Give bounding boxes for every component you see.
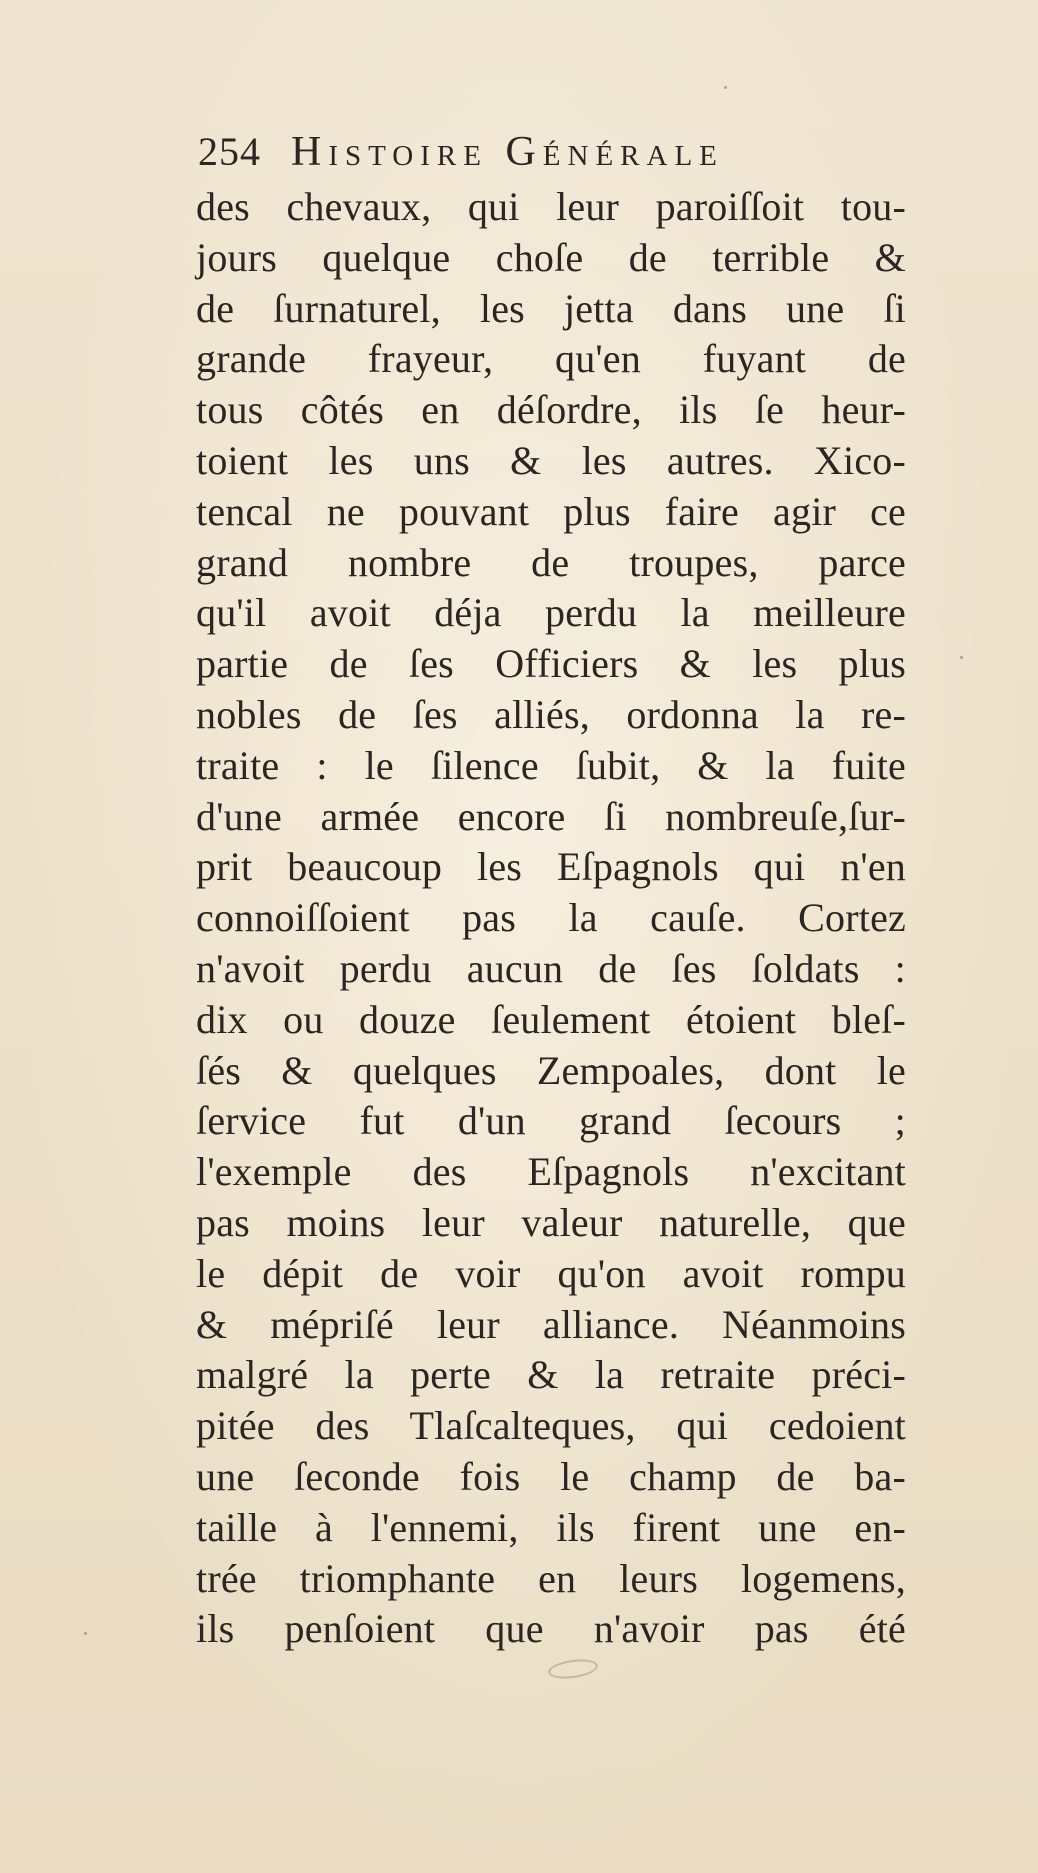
text-line: nobles de ſes alliés, ordonna la re-	[196, 691, 906, 737]
text-line: pitée des Tlaſcalteques, qui cedoient	[196, 1403, 906, 1449]
text-line: partie de ſes Officiers & les plus	[196, 641, 906, 687]
text-line: & mépriſé leur alliance. Néanmoins	[196, 1301, 906, 1347]
text-line: traite : le ſilence ſubit, & la fuite	[196, 742, 906, 788]
text-line: des chevaux, qui leur paroiſſoit tou-	[196, 184, 906, 229]
text-line: taille à l'ennemi, ils firent une en-	[196, 1504, 906, 1550]
text-line: l'exemple des Eſpagnols n'excitant	[196, 1149, 906, 1195]
text-line: tencal ne pouvant plus faire agir ce	[196, 488, 906, 534]
text-line: n'avoit perdu aucun de ſes ſoldats :	[196, 945, 906, 991]
text-line: jours quelque choſe de terrible &	[196, 234, 906, 280]
page-number: 254	[198, 129, 261, 174]
paper-speck	[960, 656, 963, 659]
text-line: d'une armée encore ſi nombreuſe,ſur-	[196, 793, 906, 839]
text-line: toient les uns & les autres. Xico-	[196, 437, 906, 483]
text-line: grand nombre de troupes, parce	[196, 539, 906, 585]
paper-speck	[84, 1632, 87, 1635]
running-head: Histoire Générale	[291, 129, 724, 175]
text-line: ſervice fut d'un grand ſecours ;	[196, 1098, 906, 1144]
text-line: le dépit de voir qu'on avoit rompu	[196, 1250, 906, 1296]
text-line: qu'il avoit déja perdu la meilleure	[196, 590, 906, 636]
body-text	[196, 182, 906, 1655]
text-line: tous côtés en déſordre, ils ſe heur-	[196, 387, 906, 433]
text-line: prit beaucoup les Eſpagnols qui n'en	[196, 844, 906, 890]
text-line: dix ou douze ſeulement étoient bleſ-	[196, 996, 906, 1042]
text-line: grande frayeur, qu'en fuyant de	[196, 336, 906, 382]
text-line: de ſurnaturel, les jetta dans une ſi	[196, 285, 906, 331]
text-line: trée triomphante en leurs logemens,	[196, 1555, 906, 1601]
paper-speck	[724, 86, 727, 89]
text-line: ils penſoient que n'avoir pas été	[196, 1606, 906, 1652]
text-line: pas moins leur valeur naturelle, que	[196, 1199, 906, 1245]
text-line: une ſeconde fois le champ de ba-	[196, 1453, 906, 1499]
text-line: malgré la perte & la retraite préci-	[196, 1352, 906, 1398]
ink-smudge	[547, 1657, 599, 1682]
page-header	[198, 128, 858, 182]
text-line: connoiſſoient pas la cauſe. Cortez	[196, 895, 906, 941]
text-line: ſés & quelques Zempoales, dont le	[196, 1047, 906, 1093]
